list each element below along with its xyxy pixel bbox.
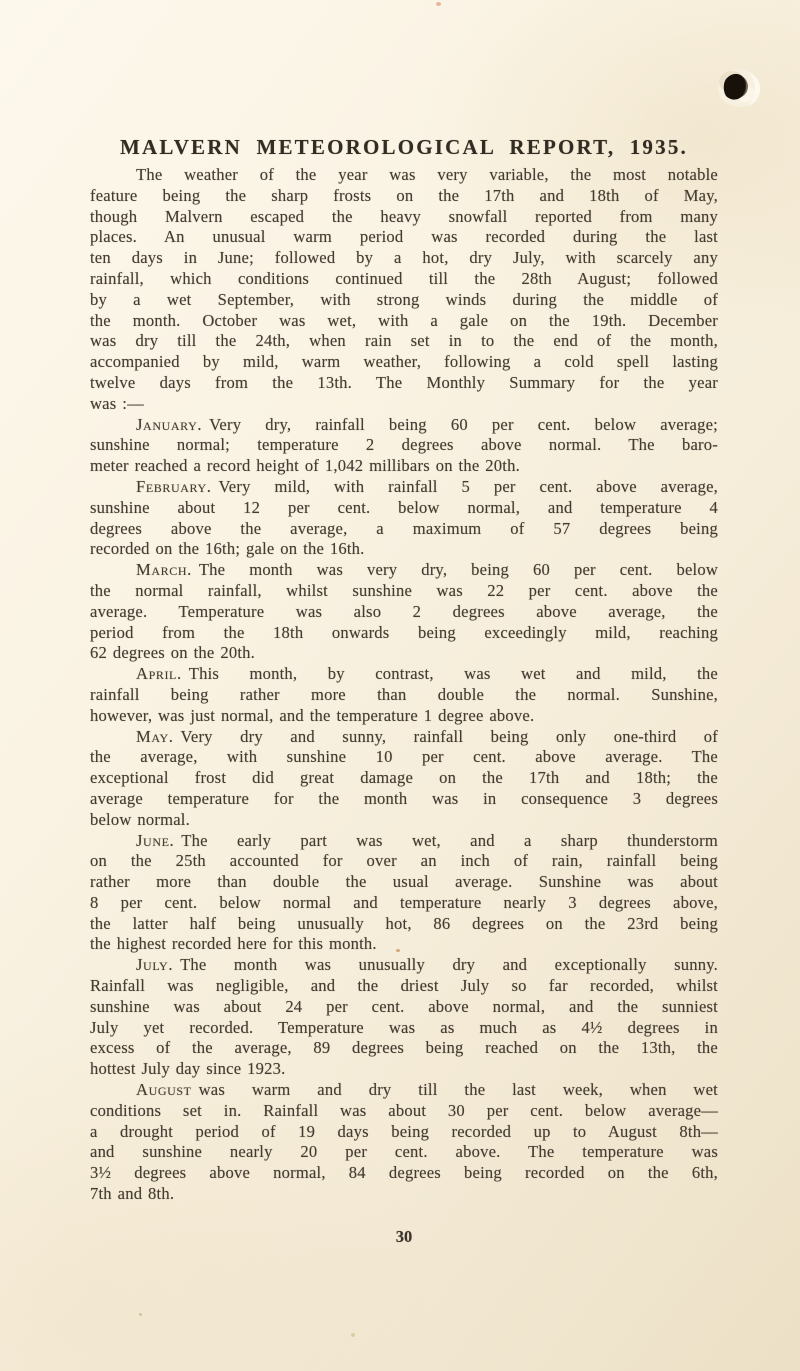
text-line: hottest July day since 1923. xyxy=(90,1059,286,1079)
report-body xyxy=(90,165,718,1205)
text-line: rainfall being rather more than double the normal. Sunshine, xyxy=(90,684,718,704)
text-line: accompanied by mild, warm weather, following a cold spell lasting xyxy=(90,352,718,372)
text-line: April. This month, by contrast, was wet and mild, the xyxy=(136,664,718,684)
text-line: Rainfall was negligible, and the driest July so far recorded, whilst xyxy=(90,976,718,996)
text-line: the month. October was wet, with a gale on the 19th. December xyxy=(90,310,718,330)
text-line: places. An unusual warm period was recorded during the last xyxy=(90,227,718,247)
text-line: feature being the sharp frosts on the 17th and 18th of May, xyxy=(90,185,718,205)
text-line: exceptional frost did great damage on the 17th and 18th; the xyxy=(90,768,718,788)
text-line: by a wet September, with strong winds during the middle of xyxy=(90,289,718,309)
text-line: recorded on the 16th; gale on the 16th. xyxy=(90,539,365,559)
text-line: however, was just normal, and the temperature 1 degree above. xyxy=(90,705,535,725)
month-label: January. xyxy=(136,414,203,434)
text-line: on the 25th accounted for over an inch of rain, rainfall being xyxy=(90,851,718,871)
paper-speck xyxy=(351,1333,355,1337)
text-line: conditions set in. Rainfall was about 30 per cent. below average— xyxy=(90,1100,718,1120)
month-label: May. xyxy=(136,726,174,746)
text-line: below normal. xyxy=(90,809,190,829)
text-line: June. The early part was wet, and a sharp thunderstorm xyxy=(136,830,718,850)
text-line: sunshine normal; temperature 2 degrees above normal. The baro- xyxy=(90,435,718,455)
text-line: ten days in June; followed by a hot, dry July, with scarcely any xyxy=(90,248,718,268)
text-line: 62 degrees on the 20th. xyxy=(90,643,255,663)
text-line: The weather of the year was very variable, the most notable xyxy=(136,165,718,184)
text-line: the latter half being unusually hot, 86 degrees on the 23rd being xyxy=(90,913,718,933)
text-line: the highest recorded here for this month. xyxy=(90,934,377,954)
text-line: was :— xyxy=(90,393,144,413)
text-line: excess of the average, 89 degrees being reached on the 13th, the xyxy=(90,1038,718,1058)
text-line: average temperature for the month was in consequence 3 degrees xyxy=(90,788,718,808)
text-line: rainfall, which conditions continued till the 28th August; followed xyxy=(90,268,718,288)
text-line: March. The month was very dry, being 60 per cent. below xyxy=(136,560,718,580)
text-line: July yet recorded. Temperature was as much as 4½ degrees in xyxy=(90,1017,718,1037)
text-line: twelve days from the 13th. The Monthly Summary for the year xyxy=(90,372,718,392)
text-line: a drought period of 19 days being recorded up to August 8th— xyxy=(90,1121,718,1141)
month-label: June. xyxy=(136,830,175,850)
month-label: February. xyxy=(136,476,212,496)
paper-speck xyxy=(139,1313,142,1316)
month-label: August xyxy=(136,1080,192,1100)
text-line: the normal rainfall, whilst sunshine was 22 per cent. above the xyxy=(90,580,718,600)
text-line: 8 per cent. below normal and temperature nearly 3 degrees above, xyxy=(90,892,718,912)
text-line: May. Very dry and sunny, rainfall being only one-third of xyxy=(136,726,718,746)
text-line: August was warm and dry till the last week, when wet xyxy=(136,1080,718,1100)
text-line: average. Temperature was also 2 degrees above average, the xyxy=(90,601,718,621)
text-line: sunshine was about 24 per cent. above normal, and the sunniest xyxy=(90,996,718,1016)
text-line: though Malvern escaped the heavy snowfall reported from many xyxy=(90,206,718,226)
text-line: degrees above the average, a maximum of 57 degrees being xyxy=(90,518,718,538)
month-label: July. xyxy=(136,955,174,975)
report-content xyxy=(90,0,718,1205)
text-line: rather more than double the usual average. Sunshine was about xyxy=(90,872,718,892)
text-line: and sunshine nearly 20 per cent. above. The temperature was xyxy=(90,1142,718,1162)
text-line: meter reached a record height of 1,042 millibars on the 20th. xyxy=(90,456,520,476)
text-line: January. Very dry, rainfall being 60 per cent. below average; xyxy=(136,414,718,434)
page-number: 30 xyxy=(395,1227,413,1246)
month-label: March. xyxy=(136,560,192,580)
text-line: July. The month was unusually dry and exceptionally sunny. xyxy=(136,955,718,975)
text-line: the average, with sunshine 10 per cent. above average. The xyxy=(90,747,718,767)
text-line: was dry till the 24th, when rain set in to the end of the month, xyxy=(90,331,718,351)
text-line: 3½ degrees above normal, 84 degrees being recorded on the 6th, xyxy=(90,1163,718,1183)
text-line: sunshine about 12 per cent. below normal, and temperature 4 xyxy=(90,497,718,517)
text-line: February. Very mild, with rainfall 5 per cent. above average, xyxy=(136,476,718,496)
month-label: April. xyxy=(136,664,182,684)
report-title: MALVERN METEOROLOGICAL REPORT, 1935. xyxy=(120,135,688,159)
text-line: 7th and 8th. xyxy=(90,1184,175,1204)
text-line: period from the 18th onwards being exceedingly mild, reaching xyxy=(90,622,718,642)
